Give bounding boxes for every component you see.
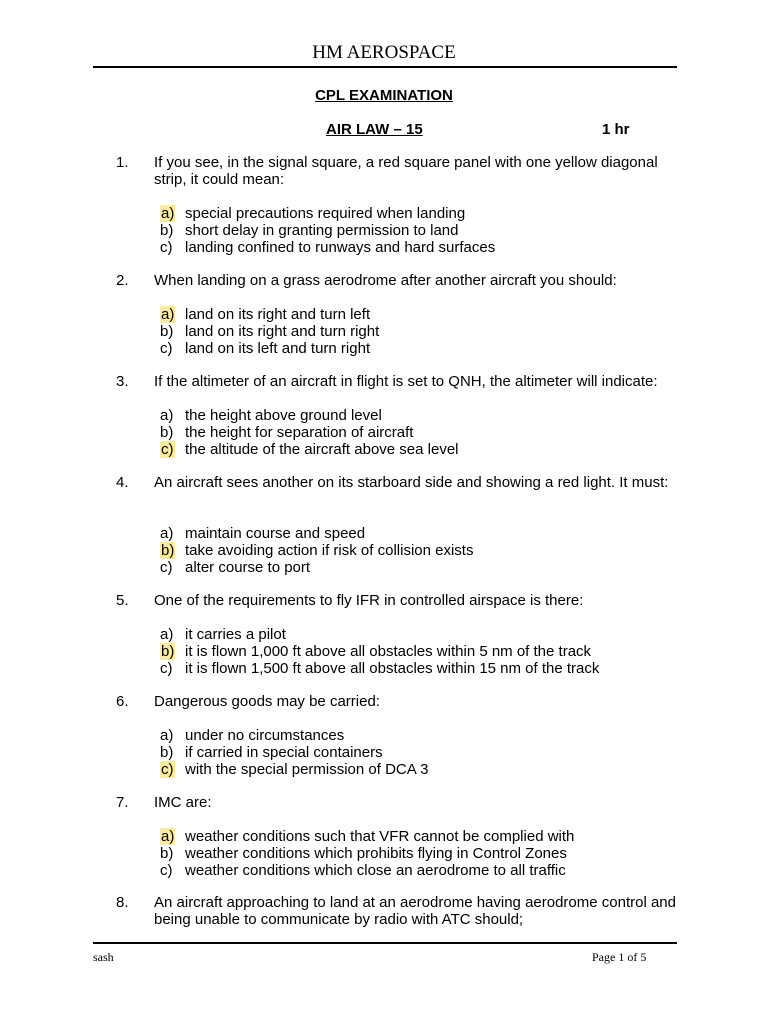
option-letter: b) (161, 542, 175, 559)
option-letter: c) (160, 559, 173, 576)
option-text: maintain course and speed (185, 525, 366, 542)
option (160, 306, 379, 323)
question-number: 8. (116, 894, 129, 911)
option-letter: a) (161, 306, 175, 323)
question-text: An aircraft sees another on its starboard side and showing a red light. It must: (154, 474, 669, 491)
option (160, 542, 473, 559)
header-rule (93, 66, 677, 68)
option (160, 222, 495, 239)
option-letter: a) (160, 626, 174, 643)
option-text: special precautions required when landing (185, 205, 466, 222)
question-text: Dangerous goods may be carried: (154, 693, 380, 710)
option (160, 643, 599, 660)
option-text: land on its right and turn left (185, 306, 371, 323)
option (160, 441, 459, 458)
question-number: 4. (116, 474, 129, 491)
option-letter: b) (160, 323, 174, 340)
option-letter: b) (160, 744, 174, 761)
option (160, 205, 495, 222)
option (160, 761, 428, 778)
exam-duration: 1 hr (602, 121, 630, 138)
option-text: landing confined to runways and hard surfaces (185, 239, 496, 256)
option-letter: a) (160, 407, 174, 424)
option-letter: c) (161, 441, 174, 458)
question-number: 2. (116, 272, 129, 289)
option (160, 727, 428, 744)
exam-title: CPL EXAMINATION (315, 87, 453, 104)
option-letter: b) (160, 222, 174, 239)
option (160, 525, 473, 542)
option-text: if carried in special containers (185, 744, 383, 761)
question-number: 6. (116, 693, 129, 710)
question-text: When landing on a grass aerodrome after another aircraft you should: (154, 272, 617, 289)
option (160, 862, 574, 879)
option (160, 424, 459, 441)
option-text: weather conditions which close an aerodrome to all traffic (185, 862, 566, 879)
option-text: the height above ground level (185, 407, 382, 424)
option-text: weather conditions such that VFR cannot be complied with (185, 828, 575, 845)
page-number: Page 1 of 5 (592, 950, 647, 964)
options-list (160, 525, 473, 576)
question-text: One of the requirements to fly IFR in controlled airspace is there: (154, 592, 584, 609)
option-text: short delay in granting permission to land (185, 222, 459, 239)
option-letter: a) (160, 525, 174, 542)
option-letter: c) (160, 660, 173, 677)
option-letter: b) (160, 424, 174, 441)
option-letter: c) (161, 761, 174, 778)
question-number: 3. (116, 373, 129, 390)
question-number: 1. (116, 154, 129, 171)
option (160, 828, 574, 845)
question-text: If the altimeter of an aircraft in flight is set to QNH, the altimeter will indicate: (154, 373, 658, 390)
option-letter: a) (161, 205, 175, 222)
option (160, 239, 495, 256)
option (160, 660, 599, 677)
option (160, 407, 459, 424)
option-text: under no circumstances (185, 727, 345, 744)
option (160, 340, 379, 357)
option-text: alter course to port (185, 559, 311, 576)
option-letter: b) (161, 643, 175, 660)
question-text: An aircraft approaching to land at an aerodrome having aerodrome control and being unable to communicate by radio with ATC should; (154, 894, 676, 928)
question-number: 7. (116, 794, 129, 811)
option-text: the height for separation of aircraft (185, 424, 414, 441)
option-letter: a) (161, 828, 175, 845)
options-list (160, 626, 599, 677)
option-letter: b) (160, 845, 174, 862)
option-text: it carries a pilot (185, 626, 286, 643)
options-list (160, 205, 495, 256)
option-text: take avoiding action if risk of collision exists (185, 542, 474, 559)
footer-author: sash (93, 950, 114, 964)
option-letter: c) (160, 340, 173, 357)
option (160, 744, 428, 761)
options-list (160, 306, 379, 357)
option-letter: c) (160, 239, 173, 256)
options-list (160, 828, 574, 879)
option (160, 845, 574, 862)
question-number: 5. (116, 592, 129, 609)
option-text: land on its left and turn right (185, 340, 371, 357)
option-letter: c) (160, 862, 173, 879)
option (160, 559, 473, 576)
option-text: with the special permission of DCA 3 (185, 761, 429, 778)
option (160, 626, 599, 643)
option-text: land on its right and turn right (185, 323, 380, 340)
page-header-title: HM AEROSPACE (312, 42, 456, 63)
option-text: the altitude of the aircraft above sea level (185, 441, 459, 458)
exam-subject: AIR LAW – 15 (326, 121, 423, 138)
footer-rule (93, 942, 677, 944)
options-list (160, 727, 428, 778)
option-text: weather conditions which prohibits flying in Control Zones (185, 845, 567, 862)
option-text: it is flown 1,500 ft above all obstacles within 15 nm of the track (185, 660, 600, 677)
option (160, 323, 379, 340)
option-text: it is flown 1,000 ft above all obstacles within 5 nm of the track (185, 643, 592, 660)
options-list (160, 407, 459, 458)
option-letter: a) (160, 727, 174, 744)
question-text: If you see, in the signal square, a red square panel with one yellow diagonal strip, it could mean: (154, 154, 658, 188)
question-text: IMC are: (154, 794, 212, 811)
